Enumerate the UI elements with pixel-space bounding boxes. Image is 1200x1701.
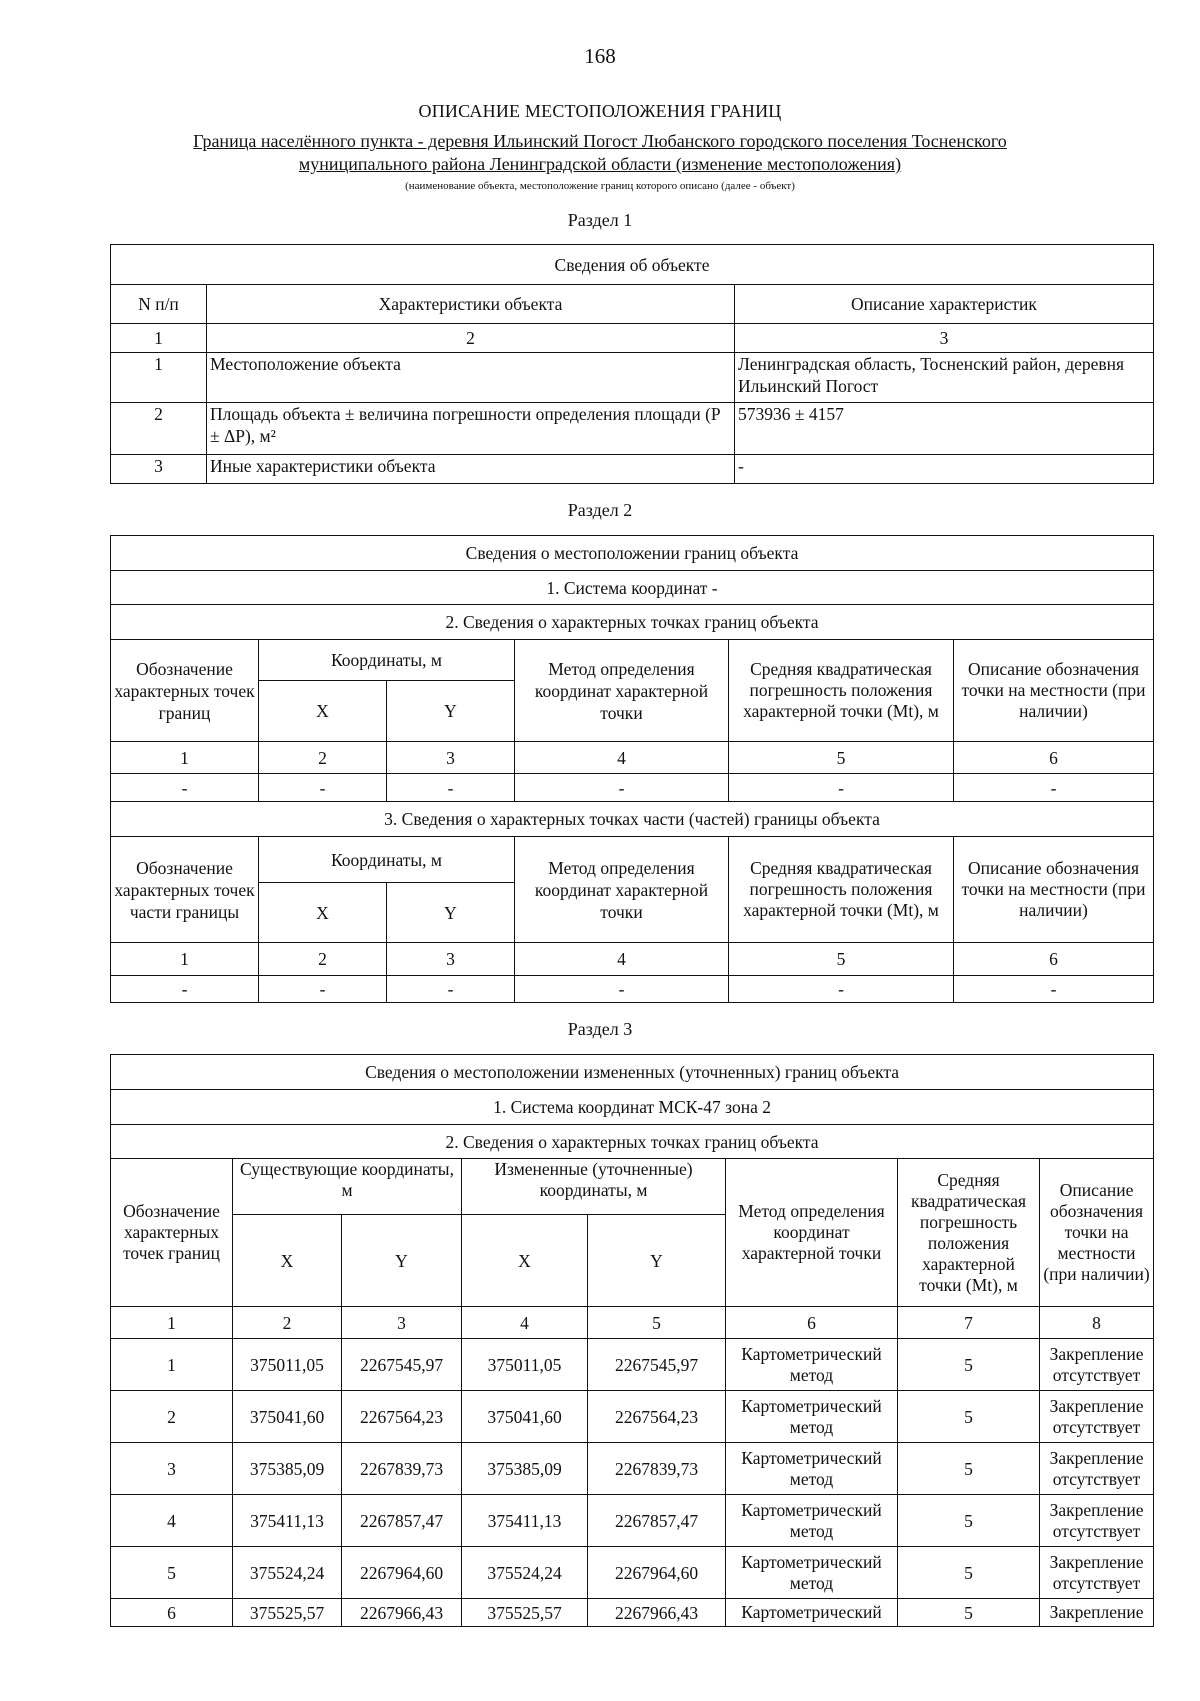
column-number: 1 xyxy=(111,742,259,774)
points-title: 2. Сведения о характерных точках границ объекта xyxy=(111,1125,1154,1159)
header-point-description: Описание обозначения точки на местности (при наличии) xyxy=(954,640,1154,742)
changed-x: 375524,24 xyxy=(462,1547,588,1599)
row-characteristic: Местоположение объекта xyxy=(207,353,735,403)
empty-cell: - xyxy=(954,774,1154,802)
empty-cell: - xyxy=(111,976,259,1003)
section-3-label: Раздел 3 xyxy=(567,1019,633,1039)
header-coordinates: Координаты, м xyxy=(259,837,515,883)
column-number: 3 xyxy=(735,324,1154,353)
section-1-label: Раздел 1 xyxy=(567,210,633,230)
object-name-line-1: Граница населённого пункта - деревня Ильинский Погост Любанского городского поселения Тосненского xyxy=(193,131,1007,151)
boundary-location-table xyxy=(110,535,1154,1003)
row-description: 573936 ± 4157 xyxy=(735,403,1154,455)
mean-error: 5 xyxy=(898,1391,1040,1443)
row-description: Ленинградская область, Тосненский район, деревня Ильинский Погост xyxy=(735,353,1154,403)
header-x: X xyxy=(462,1215,588,1307)
changed-y: 2267564,23 xyxy=(588,1391,726,1443)
method: Картометрический метод xyxy=(726,1547,898,1599)
mean-error: 5 xyxy=(898,1339,1040,1391)
column-number: 6 xyxy=(726,1307,898,1339)
point-description: Закрепление отсутствует xyxy=(1040,1339,1154,1391)
table-row xyxy=(111,1547,1154,1599)
row-number: 2 xyxy=(111,403,207,455)
document-title: ОПИСАНИЕ МЕСТОПОЛОЖЕНИЯ ГРАНИЦ xyxy=(418,101,782,121)
header-number: N п/п xyxy=(111,285,207,324)
column-number: 6 xyxy=(954,742,1154,774)
column-number: 4 xyxy=(462,1307,588,1339)
existing-x: 375041,60 xyxy=(233,1391,342,1443)
header-x: X xyxy=(233,1215,342,1307)
empty-cell: - xyxy=(259,774,387,802)
table-row xyxy=(111,1391,1154,1443)
header-designation: Обозначение характерных точек части границы xyxy=(111,837,259,943)
table-row xyxy=(111,455,1154,484)
header-y: Y xyxy=(342,1215,462,1307)
header-point-description: Описание обозначения точки на местности (при наличии) xyxy=(954,837,1154,943)
changed-y: 2267966,43 xyxy=(588,1599,726,1627)
header-designation: Обозначение характерных точек границ xyxy=(111,640,259,742)
changed-x: 375411,13 xyxy=(462,1495,588,1547)
points-title: 2. Сведения о характерных точках границ объекта xyxy=(111,605,1154,640)
point-description: Закрепление отсутствует xyxy=(1040,1547,1154,1599)
table-title: Сведения о местоположении границ объекта xyxy=(111,536,1154,571)
empty-cell: - xyxy=(954,976,1154,1003)
column-number: 2 xyxy=(259,742,387,774)
point-number: 3 xyxy=(111,1443,233,1495)
existing-x: 375011,05 xyxy=(233,1339,342,1391)
header-designation: Обозначение характерных точек границ xyxy=(111,1159,233,1307)
existing-x: 375525,57 xyxy=(233,1599,342,1627)
column-number: 2 xyxy=(207,324,735,353)
header-changed-coordinates: Измененные (уточненные) координаты, м xyxy=(462,1159,726,1215)
empty-cell: - xyxy=(515,976,729,1003)
row-characteristic: Площадь объекта ± величина погрешности определения площади (P ± ΔP), м² xyxy=(207,403,735,455)
point-number: 5 xyxy=(111,1547,233,1599)
column-number: 5 xyxy=(729,943,954,976)
method: Картометрический метод xyxy=(726,1443,898,1495)
table-row xyxy=(111,1443,1154,1495)
column-number: 3 xyxy=(387,742,515,774)
row-description: - xyxy=(735,455,1154,484)
header-description: Описание характеристик xyxy=(735,285,1154,324)
header-characteristic: Характеристики объекта xyxy=(207,285,735,324)
empty-cell: - xyxy=(387,976,515,1003)
empty-cell: - xyxy=(259,976,387,1003)
header-coordinates: Координаты, м xyxy=(259,640,515,681)
point-description: Закрепление отсутствует xyxy=(1040,1443,1154,1495)
column-number: 1 xyxy=(111,324,207,353)
column-number: 5 xyxy=(588,1307,726,1339)
existing-y: 2267966,43 xyxy=(342,1599,462,1627)
existing-y: 2267564,23 xyxy=(342,1391,462,1443)
point-number: 1 xyxy=(111,1339,233,1391)
table-title: Сведения об объекте xyxy=(111,245,1154,285)
table-row xyxy=(111,976,1154,1003)
column-number: 5 xyxy=(729,742,954,774)
object-name-hint: (наименование объекта, местоположение границ которого описано (далее - объект) xyxy=(405,180,795,192)
parts-title: 3. Сведения о характерных точках части (частей) границы объекта xyxy=(111,802,1154,837)
column-number: 3 xyxy=(387,943,515,976)
object-info-table xyxy=(110,244,1154,484)
section-2-label: Раздел 2 xyxy=(567,500,633,520)
empty-cell: - xyxy=(729,976,954,1003)
mean-error: 5 xyxy=(898,1599,1040,1627)
row-characteristic: Иные характеристики объекта xyxy=(207,455,735,484)
header-point-description: Описание обозначения точки на местности (при наличии) xyxy=(1040,1159,1154,1307)
existing-y: 2267857,47 xyxy=(342,1495,462,1547)
table-title: Сведения о местоположении измененных (уточненных) границ объекта xyxy=(111,1055,1154,1090)
point-description: Закрепление xyxy=(1040,1599,1154,1627)
existing-x: 375385,09 xyxy=(233,1443,342,1495)
column-number: 3 xyxy=(342,1307,462,1339)
method: Картометрический метод xyxy=(726,1391,898,1443)
empty-cell: - xyxy=(387,774,515,802)
table-row xyxy=(111,774,1154,802)
header-y: Y xyxy=(588,1215,726,1307)
header-error: Средняя квадратическая погрешность положения характерной точки (Mt), м xyxy=(729,640,954,742)
header-method: Метод определения координат характерной точки xyxy=(515,640,729,742)
existing-x: 375411,13 xyxy=(233,1495,342,1547)
table-row xyxy=(111,353,1154,403)
header-y: Y xyxy=(387,883,515,943)
header-existing-coordinates: Существующие координаты, м xyxy=(233,1159,462,1215)
column-number: 2 xyxy=(233,1307,342,1339)
existing-y: 2267964,60 xyxy=(342,1547,462,1599)
table-row xyxy=(111,1599,1154,1627)
object-name xyxy=(0,130,1200,176)
header-y: Y xyxy=(387,681,515,742)
method: Картометрический метод xyxy=(726,1339,898,1391)
changed-x: 375525,57 xyxy=(462,1599,588,1627)
coordinate-system: 1. Система координат МСК-47 зона 2 xyxy=(111,1090,1154,1125)
method: Картометрический метод xyxy=(726,1495,898,1547)
header-method: Метод определения координат характерной точки xyxy=(515,837,729,943)
method: Картометрический xyxy=(726,1599,898,1627)
empty-cell: - xyxy=(515,774,729,802)
column-number: 1 xyxy=(111,1307,233,1339)
existing-x: 375524,24 xyxy=(233,1547,342,1599)
column-number: 4 xyxy=(515,943,729,976)
column-number: 1 xyxy=(111,943,259,976)
mean-error: 5 xyxy=(898,1443,1040,1495)
coordinate-system: 1. Система координат - xyxy=(111,571,1154,605)
header-method: Метод определения координат характерной точки xyxy=(726,1159,898,1307)
header-error: Средняя квадратическая погрешность положения характерной точки (Mt), м xyxy=(729,837,954,943)
header-error: Средняя квадратическая погрешность положения характерной точки (Mt), м xyxy=(898,1159,1040,1307)
changed-y: 2267964,60 xyxy=(588,1547,726,1599)
changed-boundary-table xyxy=(110,1054,1154,1627)
table-row xyxy=(111,1495,1154,1547)
page-number: 168 xyxy=(584,44,616,68)
mean-error: 5 xyxy=(898,1495,1040,1547)
point-number: 6 xyxy=(111,1599,233,1627)
row-number: 1 xyxy=(111,353,207,403)
column-number: 6 xyxy=(954,943,1154,976)
header-x: X xyxy=(259,883,387,943)
changed-x: 375011,05 xyxy=(462,1339,588,1391)
changed-x: 375041,60 xyxy=(462,1391,588,1443)
column-number: 4 xyxy=(515,742,729,774)
empty-cell: - xyxy=(111,774,259,802)
object-name-line-2: муниципального района Ленинградской области (изменение местоположения) xyxy=(298,154,902,174)
existing-y: 2267545,97 xyxy=(342,1339,462,1391)
point-description: Закрепление отсутствует xyxy=(1040,1391,1154,1443)
changed-y: 2267839,73 xyxy=(588,1443,726,1495)
point-number: 4 xyxy=(111,1495,233,1547)
point-description: Закрепление отсутствует xyxy=(1040,1495,1154,1547)
changed-y: 2267545,97 xyxy=(588,1339,726,1391)
changed-x: 375385,09 xyxy=(462,1443,588,1495)
column-number: 7 xyxy=(898,1307,1040,1339)
row-number: 3 xyxy=(111,455,207,484)
table-row xyxy=(111,1339,1154,1391)
table-row xyxy=(111,403,1154,455)
existing-y: 2267839,73 xyxy=(342,1443,462,1495)
mean-error: 5 xyxy=(898,1547,1040,1599)
point-number: 2 xyxy=(111,1391,233,1443)
column-number: 8 xyxy=(1040,1307,1154,1339)
changed-y: 2267857,47 xyxy=(588,1495,726,1547)
column-number: 2 xyxy=(259,943,387,976)
header-x: X xyxy=(259,681,387,742)
empty-cell: - xyxy=(729,774,954,802)
